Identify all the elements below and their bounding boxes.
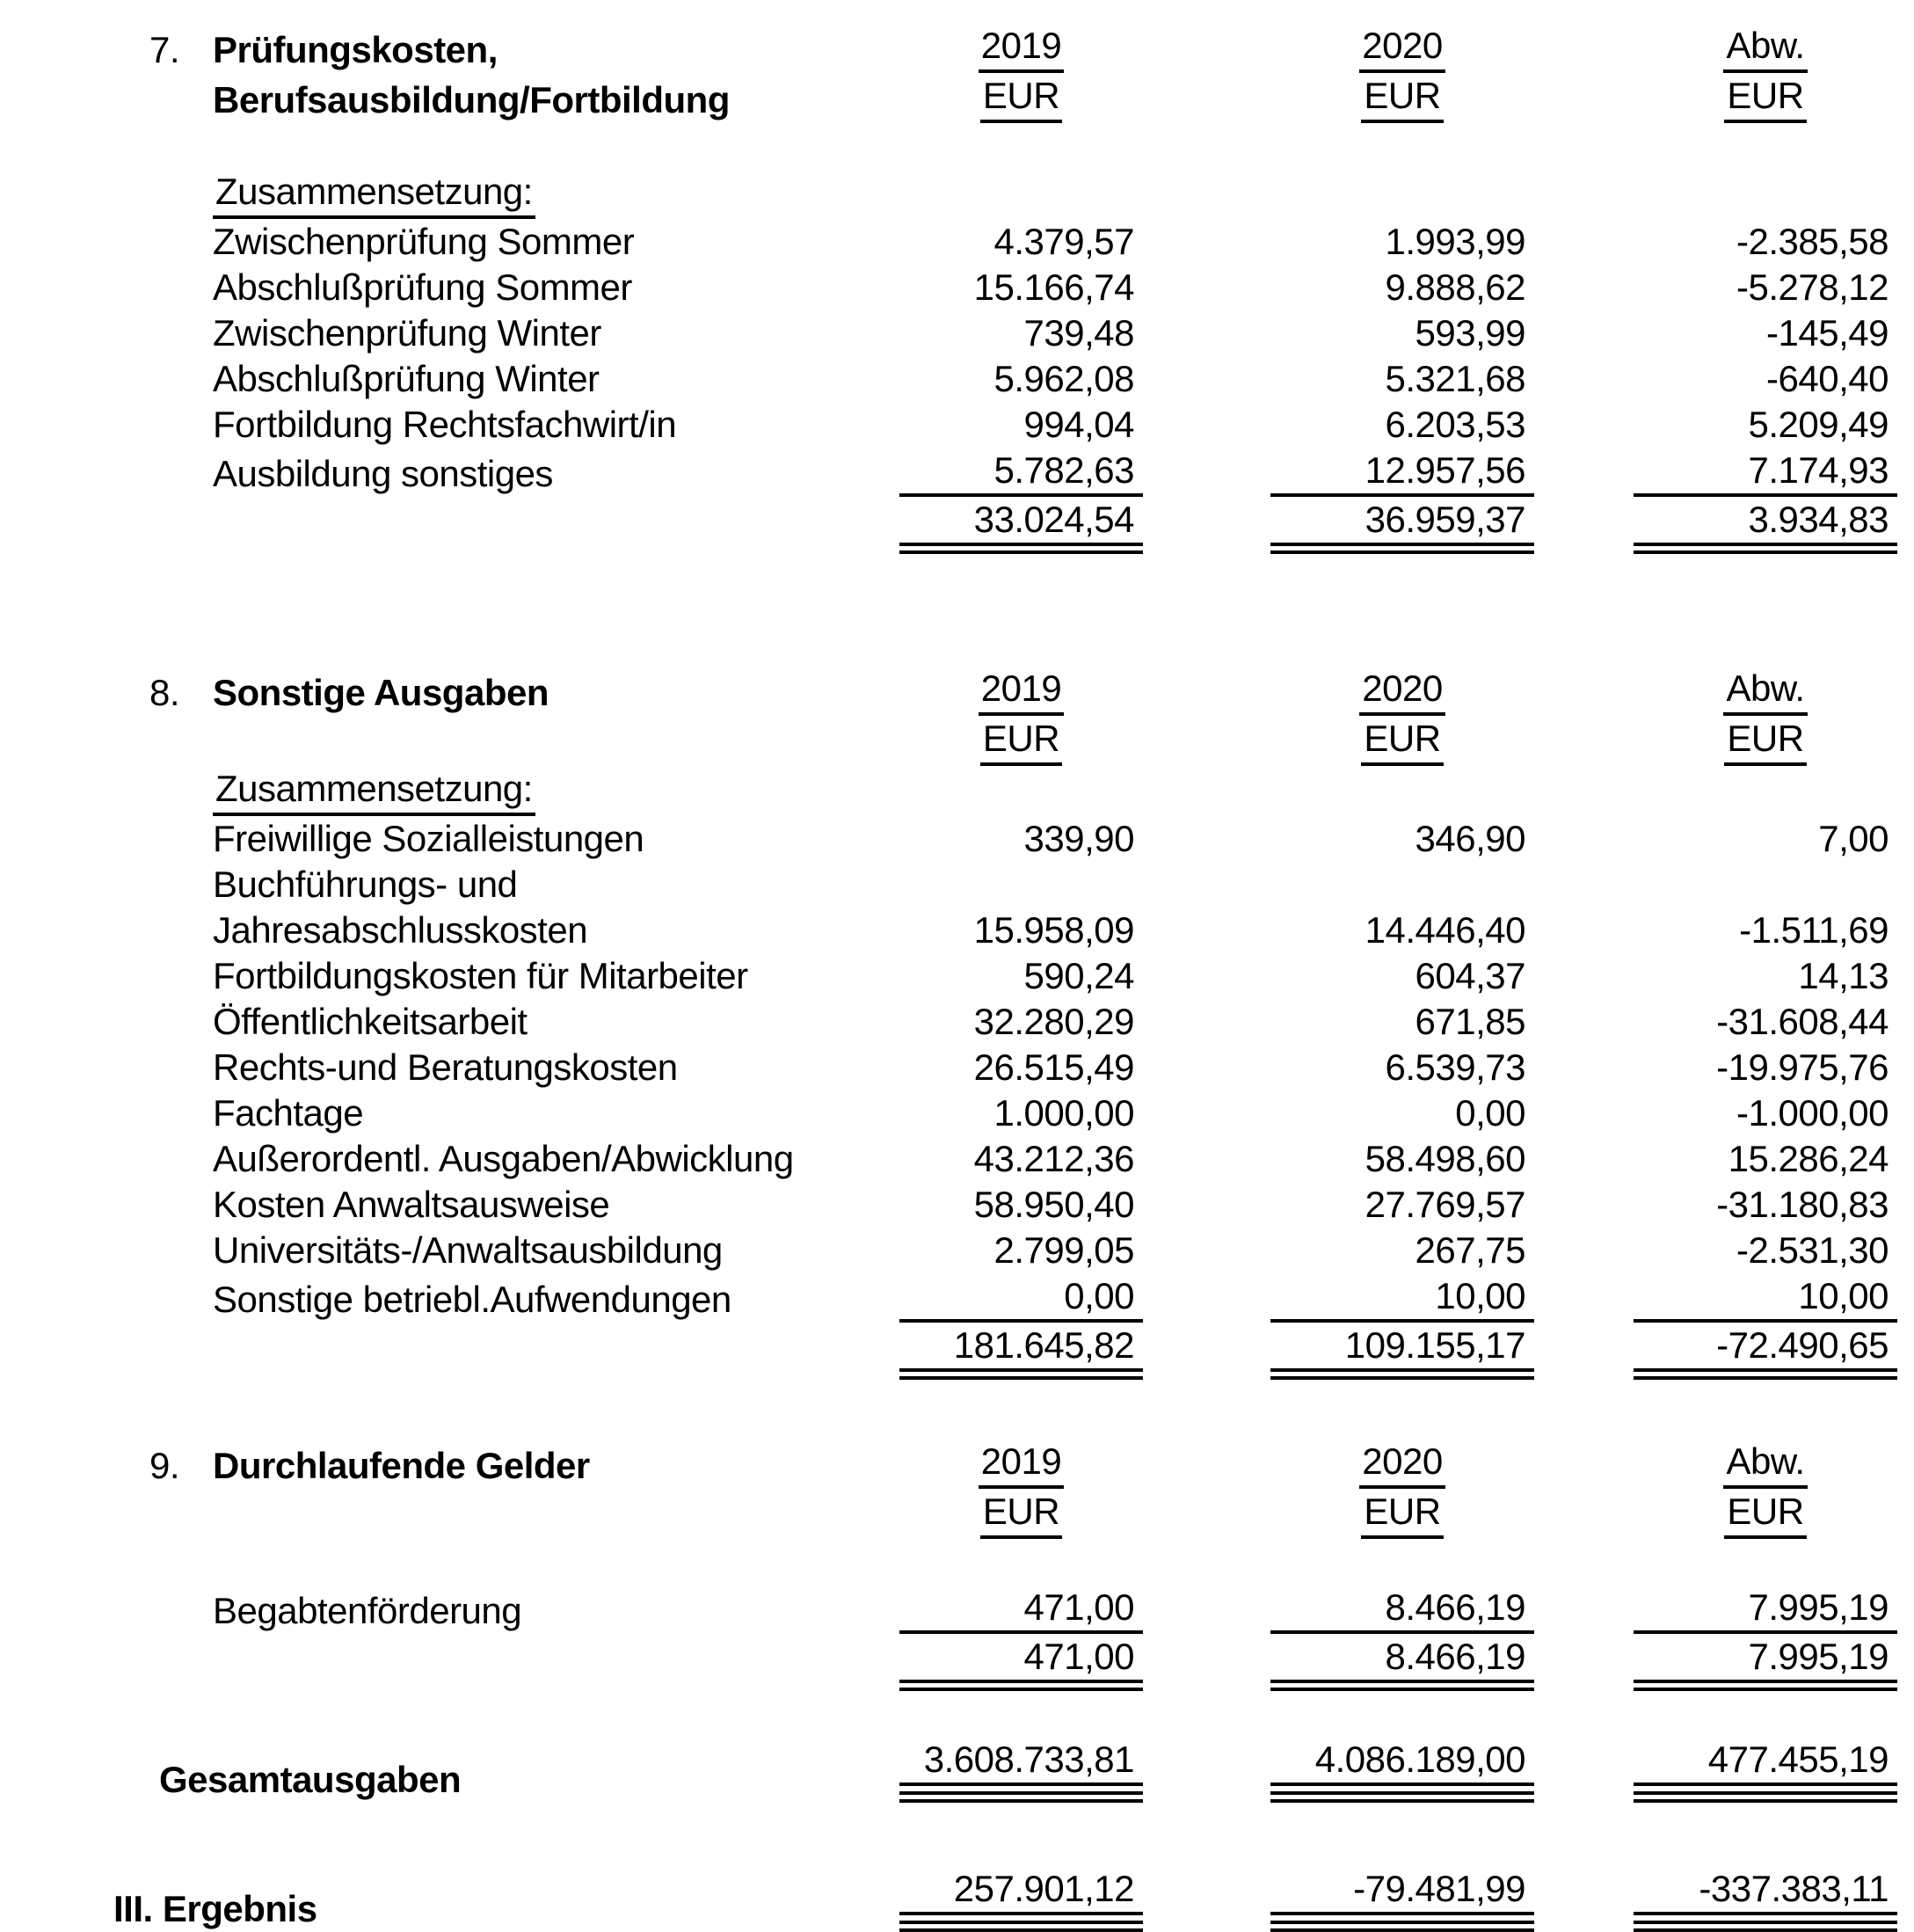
item-value-abw: 5.209,49 xyxy=(1748,404,1889,445)
item-value-2019 xyxy=(899,862,1143,908)
spacer-row xyxy=(0,1380,1897,1439)
grand-total-abw: 477.455,19 xyxy=(1634,1737,1897,1803)
section-9-total-row xyxy=(0,1634,1897,1691)
table-row xyxy=(0,908,1897,953)
section-9-header-row xyxy=(0,1439,1897,1489)
item-value-abw: -2.531,30 xyxy=(1736,1229,1889,1271)
item-value-2020: 27.769,57 xyxy=(1365,1184,1525,1225)
grand-total-2020: 4.086.189,00 xyxy=(1270,1737,1534,1803)
blank-row xyxy=(0,1539,1897,1585)
item-value-2020: 9.888,62 xyxy=(1385,266,1525,308)
item-label: Öffentlichkeitsarbeit xyxy=(213,1001,528,1042)
gap-cell xyxy=(1143,73,1270,123)
item-value-2019: 5.962,08 xyxy=(993,358,1134,399)
item-value-2020: 671,85 xyxy=(1415,1001,1525,1042)
col-header-2019: 2019 xyxy=(979,1443,1064,1489)
item-value-2019: 32.280,29 xyxy=(973,1001,1134,1042)
item-value-2020 xyxy=(1270,862,1534,908)
section-8-unit-row xyxy=(0,716,1897,766)
composition-cell xyxy=(0,169,899,219)
gap-cell xyxy=(1143,666,1270,716)
spacer-row xyxy=(0,1691,1897,1737)
table-row xyxy=(0,356,1897,402)
item-label: Sonstige betriebl.Aufwendungen xyxy=(213,1279,731,1320)
blank-row xyxy=(0,123,1897,169)
table-row xyxy=(0,402,1897,448)
grand-total-label: Gesamtausgaben xyxy=(159,1759,462,1800)
section-title: Prüfungskosten, xyxy=(213,29,498,70)
unit-cell xyxy=(1270,716,1534,766)
item-value-2020: 0,00 xyxy=(1455,1092,1525,1134)
item-value-2019: 471,00 xyxy=(899,1585,1143,1634)
unit-cell xyxy=(899,1489,1143,1539)
item-value-2019: 739,48 xyxy=(1023,312,1134,354)
item-label: Zwischenprüfung Sommer xyxy=(213,221,635,262)
composition-label: Zusammensetzung: xyxy=(213,173,535,219)
col-header-2020: 2020 xyxy=(1359,1443,1445,1489)
item-value-2019: 15.166,74 xyxy=(973,266,1134,308)
section-7-header-row xyxy=(0,23,1897,73)
item-label: Fortbildungskosten für Mitarbeiter xyxy=(213,955,748,996)
item-value-2019: 43.212,36 xyxy=(973,1138,1134,1179)
item-value-2020: 604,37 xyxy=(1415,955,1525,996)
item-label: Abschlußprüfung Sommer xyxy=(213,266,632,308)
section-title: Durchlaufende Gelder xyxy=(213,1445,590,1486)
section-8-total-row xyxy=(0,1323,1897,1380)
section-total-2020: 109.155,17 xyxy=(1270,1323,1534,1380)
section-total-abw: 7.995,19 xyxy=(1634,1634,1897,1691)
item-value-abw: -1.000,00 xyxy=(1736,1092,1889,1134)
col-header-cell xyxy=(899,666,1143,716)
item-label: Kosten Anwaltsausweise xyxy=(213,1184,610,1225)
result-abw: -337.383,11 xyxy=(1634,1866,1897,1932)
col-header-cell xyxy=(1270,23,1534,73)
gap-cell xyxy=(1534,666,1634,716)
item-value-abw: -640,40 xyxy=(1766,358,1889,399)
item-label: Freiwillige Sozialleistungen xyxy=(213,818,644,859)
item-value-2019: 0,00 xyxy=(899,1273,1143,1323)
item-value-abw: -31.180,83 xyxy=(1716,1184,1889,1225)
item-value-2020: 6.539,73 xyxy=(1385,1046,1525,1088)
item-value-2019: 1.000,00 xyxy=(993,1092,1134,1134)
item-label: Außerordentl. Ausgaben/Abwicklung xyxy=(213,1138,794,1179)
item-value-2019: 590,24 xyxy=(1023,955,1134,996)
item-value-2019: 26.515,49 xyxy=(973,1046,1134,1088)
section-title: Sonstige Ausgaben xyxy=(213,672,549,713)
item-label: Jahresabschlusskosten xyxy=(213,909,588,951)
unit-cell xyxy=(1634,73,1897,123)
section-total-abw: 3.934,83 xyxy=(1634,497,1897,554)
item-value-2020: 5.321,68 xyxy=(1385,358,1525,399)
item-label: Zwischenprüfung Winter xyxy=(213,312,601,354)
section-number: 7. xyxy=(149,29,180,70)
unit-label: EUR xyxy=(1361,1493,1443,1539)
col-header-cell xyxy=(899,1439,1143,1489)
unit-cell xyxy=(1634,1489,1897,1539)
gap-cell xyxy=(1143,23,1270,73)
item-value-2019: 339,90 xyxy=(1023,818,1134,859)
item-label: Fachtage xyxy=(213,1092,364,1134)
col-header-2020: 2020 xyxy=(1359,670,1445,716)
unit-label: EUR xyxy=(1724,1493,1806,1539)
col-header-2019: 2019 xyxy=(979,670,1064,716)
gap-cell xyxy=(1143,1439,1270,1489)
item-value-2019: 4.379,57 xyxy=(993,221,1134,262)
item-value-abw: -145,49 xyxy=(1766,312,1889,354)
blank-cell xyxy=(0,1539,1897,1585)
gap-cell xyxy=(1534,1439,1634,1489)
item-label: Abschlußprüfung Winter xyxy=(213,358,600,399)
table-row xyxy=(0,1585,1897,1634)
item-value-abw: 15.286,24 xyxy=(1728,1138,1889,1179)
item-value-abw: -2.385,58 xyxy=(1736,221,1889,262)
unit-cell xyxy=(899,73,1143,123)
table-row xyxy=(0,1228,1897,1273)
section-total-2020: 36.959,37 xyxy=(1270,497,1534,554)
item-value-2020: 14.446,40 xyxy=(1365,909,1525,951)
unit-cell xyxy=(899,716,1143,766)
section-8-header-row xyxy=(0,666,1897,716)
item-value-abw: 7.174,93 xyxy=(1634,448,1897,497)
item-value-abw: -31.608,44 xyxy=(1716,1001,1889,1042)
item-value-2020: 1.993,99 xyxy=(1385,221,1525,262)
col-header-2019: 2019 xyxy=(979,27,1064,73)
item-value-2020: 346,90 xyxy=(1415,818,1525,859)
item-value-2019: 5.782,63 xyxy=(899,448,1143,497)
composition-label: Zusammensetzung: xyxy=(213,770,535,816)
grand-total-row xyxy=(0,1737,1897,1803)
result-2020: -79.481,99 xyxy=(1270,1866,1534,1932)
col-header-abw: Abw. xyxy=(1723,670,1807,716)
section-number: 8. xyxy=(149,672,180,713)
item-value-2019: 994,04 xyxy=(1023,404,1134,445)
item-value-2020: 8.466,19 xyxy=(1270,1585,1534,1634)
spacer-row xyxy=(0,1803,1897,1866)
unit-label: EUR xyxy=(980,1493,1062,1539)
table-row xyxy=(0,999,1897,1045)
col-header-2020: 2020 xyxy=(1359,27,1445,73)
col-header-cell xyxy=(899,23,1143,73)
item-value-2020: 12.957,56 xyxy=(1270,448,1534,497)
item-label: Begabtenförderung xyxy=(213,1590,522,1631)
result-label: III. Ergebnis xyxy=(113,1888,317,1929)
composition-cell xyxy=(0,766,899,816)
unit-label: EUR xyxy=(980,77,1062,123)
item-value-abw xyxy=(1634,862,1897,908)
item-value-abw: 7.995,19 xyxy=(1634,1585,1897,1634)
item-label: Ausbildung sonstiges xyxy=(213,453,553,494)
section-7-header-row2 xyxy=(0,73,1897,123)
item-value-2020: 6.203,53 xyxy=(1385,404,1525,445)
table-row xyxy=(0,1090,1897,1136)
unit-label: EUR xyxy=(1361,720,1443,766)
section-heading-line2 xyxy=(0,73,899,123)
item-label: Fortbildung Rechtsfachwirt/in xyxy=(213,404,677,445)
unit-cell xyxy=(1634,716,1897,766)
item-label: Buchführungs- und xyxy=(213,864,518,905)
table-row xyxy=(0,816,1897,862)
section-total-2019: 181.645,82 xyxy=(899,1323,1143,1380)
unit-label: EUR xyxy=(1724,720,1806,766)
result-row xyxy=(0,1866,1897,1932)
col-header-cell xyxy=(1634,23,1897,73)
section-total-2019: 33.024,54 xyxy=(899,497,1143,554)
section-heading xyxy=(0,23,899,73)
col-header-cell xyxy=(1270,666,1534,716)
table-row xyxy=(0,448,1897,497)
item-value-abw: 7,00 xyxy=(1818,818,1889,859)
item-value-abw: 14,13 xyxy=(1798,955,1889,996)
unit-label: EUR xyxy=(1361,77,1443,123)
item-value-abw: 10,00 xyxy=(1634,1273,1897,1323)
item-value-2020: 10,00 xyxy=(1270,1273,1534,1323)
col-header-cell xyxy=(1634,666,1897,716)
composition-row xyxy=(0,169,1897,219)
table-row xyxy=(0,310,1897,356)
item-value-abw: -19.975,76 xyxy=(1716,1046,1889,1088)
col-header-cell xyxy=(1634,1439,1897,1489)
col-header-abw: Abw. xyxy=(1723,27,1807,73)
table-row xyxy=(0,953,1897,999)
item-label: Rechts-und Beratungskosten xyxy=(213,1046,678,1088)
gap-cell xyxy=(1534,73,1634,123)
item-value-2019: 58.950,40 xyxy=(973,1184,1134,1225)
table-row xyxy=(0,862,1897,908)
expense-table xyxy=(0,23,1897,1932)
table-row xyxy=(0,1273,1897,1323)
grand-total-2019: 3.608.733,81 xyxy=(899,1737,1143,1803)
table-row xyxy=(0,1182,1897,1228)
gap-cell xyxy=(1534,23,1634,73)
item-value-2019: 15.958,09 xyxy=(973,909,1134,951)
item-value-abw: -1.511,69 xyxy=(1739,909,1889,951)
table-row xyxy=(0,265,1897,310)
spacer-row xyxy=(0,554,1897,666)
section-total-2019: 471,00 xyxy=(899,1634,1143,1691)
table-row xyxy=(0,219,1897,265)
unit-label: EUR xyxy=(980,720,1062,766)
item-value-2020: 58.498,60 xyxy=(1365,1138,1525,1179)
item-value-2019: 2.799,05 xyxy=(993,1229,1134,1271)
section-total-2020: 8.466,19 xyxy=(1270,1634,1534,1691)
unit-cell xyxy=(1270,1489,1534,1539)
col-header-cell xyxy=(1270,1439,1534,1489)
table-row xyxy=(0,1136,1897,1182)
section-total-abw: -72.490,65 xyxy=(1634,1323,1897,1380)
composition-row xyxy=(0,766,1897,816)
section-heading xyxy=(0,1439,899,1489)
unit-label: EUR xyxy=(1724,77,1806,123)
item-value-2020: 267,75 xyxy=(1415,1229,1525,1271)
item-value-abw: -5.278,12 xyxy=(1736,266,1889,308)
item-value-2020: 593,99 xyxy=(1415,312,1525,354)
section-title-line2: Berufsausbildung/Fortbildung xyxy=(213,79,730,120)
result-2019: 257.901,12 xyxy=(899,1866,1143,1932)
section-number: 9. xyxy=(149,1445,180,1486)
section-7-total-row xyxy=(0,497,1897,554)
item-label: Universitäts-/Anwaltsausbildung xyxy=(213,1229,723,1271)
section-heading xyxy=(0,666,899,716)
blank-cell xyxy=(0,123,1897,169)
section-9-unit-row xyxy=(0,1489,1897,1539)
table-row xyxy=(0,1045,1897,1090)
col-header-abw: Abw. xyxy=(1723,1443,1807,1489)
unit-cell xyxy=(1270,73,1534,123)
